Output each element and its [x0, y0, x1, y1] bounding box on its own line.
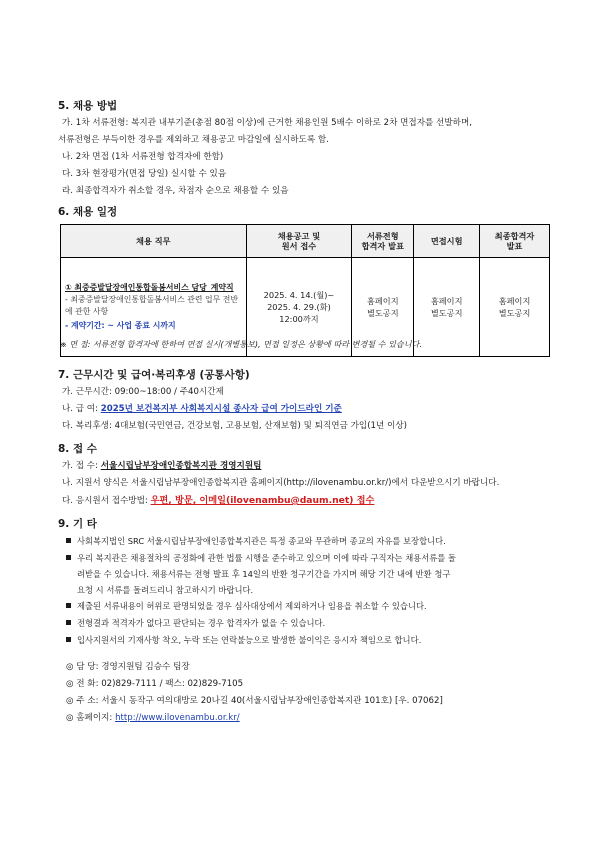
- sec5-item-ra: 라. 최종합격자가 취소할 경우, 차점자 순으로 채용할 수 있음: [62, 186, 289, 196]
- square-bullet-icon: [66, 603, 71, 608]
- square-bullet-icon: [66, 620, 71, 625]
- application-method[interactable]: 우편, 방문, 이메일(ilovenambu@daum.net) 접수: [150, 495, 375, 506]
- notice-time: 12:00까지: [279, 314, 319, 325]
- sec7-item-da: 다. 복리후생: 4대보험(국민연금, 건강보험, 고용보험, 산재보험) 및 퇴직연금 가입(1년 이상): [62, 421, 408, 431]
- sec8-item-na[interactable]: 나. 지원서 양식은 서울시립남부장애인종합복지관 홈페이지(http://ilovenambu.or.kr/)에서 다운받으시기 바랍니다.: [62, 478, 500, 488]
- header-interview: 면접시험: [414, 225, 480, 258]
- job-desc-2: 에 관한 사항: [65, 307, 109, 316]
- schedule-table: [60, 224, 550, 357]
- reception-team: 서울시립남부장애인종합복지관 경영지원팀: [100, 461, 262, 471]
- interview-note: ※ 면 접: 서류전형 합격자에 한하여 면접 실시(개별통보), 면접 일정은 상황에 따라 변경될 수 있습니다.: [60, 339, 422, 349]
- bullet-item: 제출된 서류내용이 허위로 판명되었을 경우 심사대상에서 제외하거나 임용을 취소할 수 있습니다.: [66, 600, 427, 612]
- sec5-item-ga-cont: 서류전형은 부득이한 경우를 제외하고 채용공고 마감일에 실시하도록 함.: [58, 135, 329, 145]
- contact-phone: ◎ 전 화: 02)829-7111 / 팩스: 02)829-7105: [66, 679, 244, 689]
- square-bullet-icon: [66, 538, 71, 543]
- bullet-item: 사회복지법인 SRC 서울시립남부장애인종합복지관은 특정 종교와 무관하며 종교의 자유를 보장합니다.: [66, 535, 446, 547]
- final-cell: [480, 258, 550, 357]
- sec7-item-ga: 가. 근무시간: 09:00~18:00 / 주40시간제: [62, 387, 224, 397]
- sec8-item-ga: 가. 접 수: 서울시립남부장애인종합복지관 경영지원팀: [62, 461, 262, 471]
- job-period: - 계약기간: ~ 사업 종료 시까지: [65, 320, 176, 330]
- interview-cell: [414, 258, 480, 357]
- bullet-item-cont: 려받을 수 있습니다. 채용서류는 전형 발표 후 14일의 반환 청구기간을 가지며 해당 기간 내에 반환 청구: [77, 569, 451, 579]
- doc-result-1: 홈페이지: [366, 295, 399, 306]
- contact-manager: ◎ 담 당: 경영지원팀 김승수 팀장: [66, 662, 190, 672]
- contact-homepage: ◎ 홈페이지: http://www.ilovenambu.or.kr/: [66, 713, 240, 723]
- bullet-item: 전형결과 적격자가 없다고 판단되는 경우 합격자가 없을 수 있습니다.: [66, 617, 325, 629]
- schedule-header-row: [61, 225, 550, 258]
- interview-2: 별도공지: [430, 308, 463, 318]
- bullet-item-cont: 요청 시 서류를 돌려드리니 참고하시기 바랍니다.: [77, 585, 254, 595]
- contact-address: ◎ 주 소: 서울시 동작구 여의대방로 20나길 40(서울시립남부장애인종합복지관 101호) [우. 07062]: [66, 696, 443, 706]
- notice-date-end: 2025. 4. 29.(화): [267, 301, 331, 312]
- final-2: 별도공지: [498, 308, 531, 318]
- homepage-link[interactable]: http://www.ilovenambu.or.kr/: [115, 713, 240, 723]
- final-1: 홈페이지: [498, 295, 531, 306]
- section-6-title: 6. 채용 일정: [58, 206, 118, 218]
- header-document-screening: 서류전형 합격자 발표: [352, 225, 414, 258]
- sec5-item-ga: 가. 1차 서류전형: 복지관 내부기준(총점 80점 이상)에 근거한 채용인원 5배수 이하로 2차 면접자를 선발하며,: [62, 118, 472, 128]
- job-desc-1: - 최중증발달장애인통합돌봄서비스 관련 업무 전반: [65, 295, 238, 305]
- header-final: 최종합격자 발표: [480, 225, 550, 258]
- job-title: ① 최중증발달장애인통합돌봄서비스 담당_계약직: [65, 283, 234, 293]
- square-bullet-icon: [66, 555, 71, 560]
- section-9-title: 9. 기 타: [58, 518, 97, 530]
- sec5-item-na: 나. 2차 면접 (1차 서류전형 합격자에 한함): [62, 152, 224, 162]
- notice-date-start: 2025. 4. 14.(월)~: [263, 289, 335, 300]
- square-bullet-icon: [66, 637, 71, 642]
- sec7-item-na: 나. 급 여: 2025년 보건복지부 사회복지시설 종사자 급여 가이드라인 기준: [62, 404, 342, 414]
- bullet-item: 입사지원서의 기재사항 착오, 누락 또는 연락불능으로 발생한 불이익은 응시자 책임으로 합니다.: [66, 634, 421, 646]
- section-8-title: 8. 접 수: [58, 443, 97, 455]
- sec8-item-da: 다. 응시원서 접수방법: 우편, 방문, 이메일(ilovenambu@daum.net) 접수: [62, 495, 375, 506]
- bullet-item: 우리 복지관은 채용절차의 공정화에 관한 법률 시행을 준수하고 있으며 이에 따라 구직자는 채용서류를 돌: [66, 552, 456, 564]
- doc-result-2: 별도공지: [366, 308, 399, 318]
- sec5-item-da: 다. 3차 현장평가(면접 당일) 실시할 수 있음: [62, 169, 227, 179]
- header-notice: 채용공고 및 원서 접수: [246, 225, 352, 258]
- section-5-title: 5. 채용 방법: [58, 100, 118, 112]
- salary-guideline: 2025년 보건복지부 사회복지시설 종사자 급여 가이드라인 기준: [100, 404, 342, 414]
- header-job: 채용 직무: [61, 225, 247, 258]
- section-7-title: 7. 근무시간 및 급여·복리후생 (공통사항): [58, 369, 250, 381]
- interview-1: 홈페이지: [430, 295, 463, 306]
